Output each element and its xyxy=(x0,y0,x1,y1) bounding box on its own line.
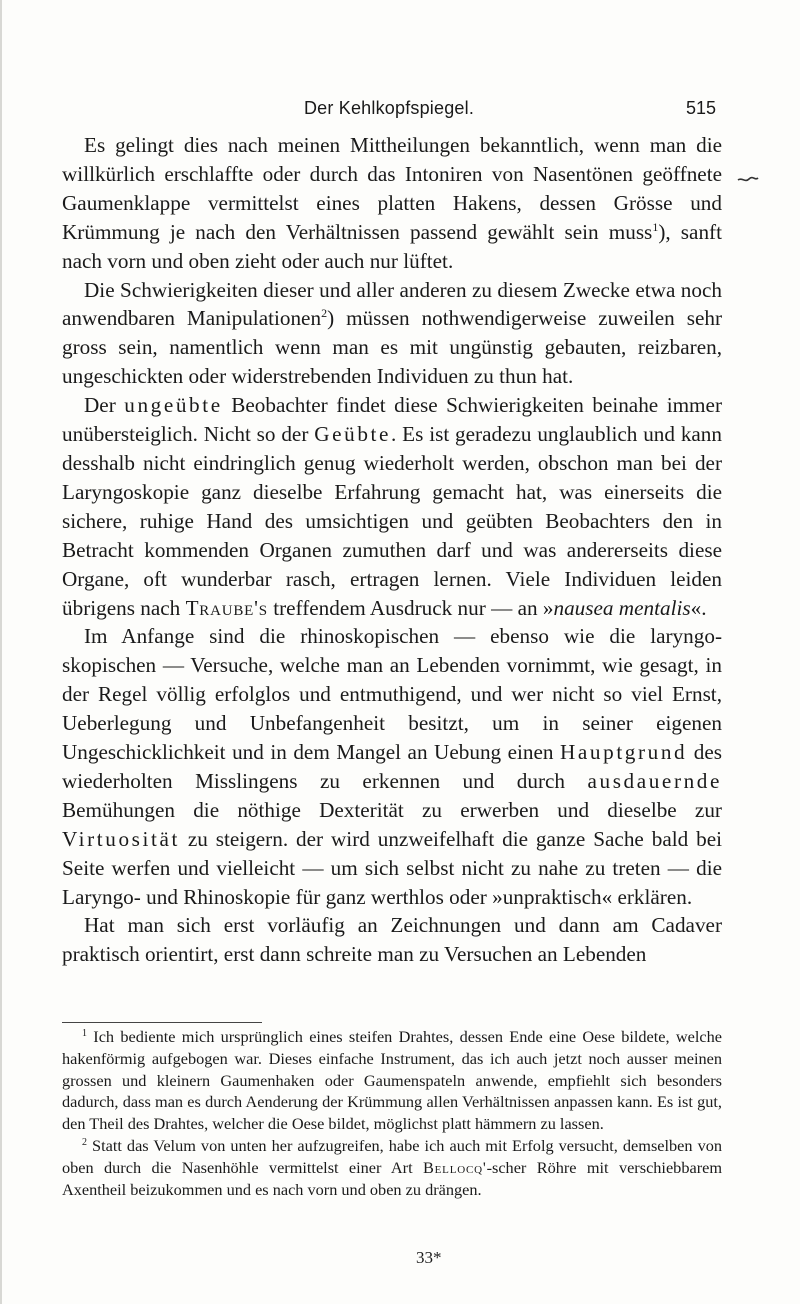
footnote-rule xyxy=(62,1022,262,1023)
author-bellocq: Bellocq' xyxy=(423,1157,487,1177)
author-traube: Traube's xyxy=(185,595,268,620)
emphasis-hauptgrund: Hauptgrund xyxy=(560,740,688,765)
footnote-ref-2[interactable]: 2 xyxy=(321,306,328,321)
body-text xyxy=(62,131,722,969)
footnote-mark-2: 2 xyxy=(82,1136,87,1148)
footnote-mark-1: 1 xyxy=(82,1028,87,1039)
emphasis-geuebte: Geübte xyxy=(314,422,392,447)
emphasis-ungeuebte: ungeübte xyxy=(124,393,223,418)
emphasis-virtuositaet: Virtuosität xyxy=(62,826,180,851)
page-edge xyxy=(0,0,2,1304)
paragraph-2: Die Schwierigkeiten dieser und aller anderen zu diesem Zwecke etwa noch anwendbaren Manipulationen$^2$) müssen nothwendigerweise zuweilen sehr gross sein, namentlich wenn man es mit ungünstig gebauten, reizbaren, ungeschickten oder widerstrebenden Individuen zu thun hat. xyxy=(62,277,722,389)
margin-pencil-mark-icon xyxy=(736,172,760,188)
emphasis-ausdauernde: ausdauernde xyxy=(587,768,722,793)
term-nausea-mentalis: nausea mentalis xyxy=(553,595,691,620)
paragraph-5: Hat man sich erst vorläufig an Zeichnungen und dann am Cadaver praktisch orientirt, erst dann schreite man zu Versuchen an Lebenden xyxy=(62,913,722,967)
footnote-2: $^2$ Statt das Velum von unten her aufzugreifen, habe ich auch mit Erfolg versucht, demselben von oben durch die Nasenhöhle vermittelst einer Art Bellocq'-scher Röhre mit verschiebbarem Axentheil beizukommen und es nach vorn und oben zu drängen. xyxy=(62,1135,723,1199)
page-number: 515 xyxy=(685,98,716,118)
paragraph-4: Im Anfange sind die rhinoskopischen — ebenso wie die laryngoskopischen — Versuche, welche man an Lebenden vornimmt, wie gesagt, in der Regel völlig erfolglos und entmuthigend, und wer nicht so viel Ernst, Ueberlegung und Unbefangenheit besitzt, um in seiner eigenen Ungeschicklichkeit und in dem Mangel an Uebung einen Hauptgrund des wiederholten Misslingens zu erkennen und durch ausdauernde Bemühungen die nöthige Dexterität zu erwerben und dieselbe zur Virtuosität zu steigern. der wird unzweifelhaft die ganze Sache bald bei Seite werfen und vielleicht — um sich selbst nicht zu nahe zu treten — die Laryngo- und Rhinoskopie für ganz werthlos oder »unpraktisch« erklären. xyxy=(62,624,722,909)
paragraph-1: Es gelingt dies nach meinen Mittheilungen bekanntlich, wenn man die willkürlich erschlaffte oder durch das Intoniren von Nasentönen geöffnete Gaumenklappe vermittelst eines platten Hakens, dessen Grösse und Krümmung je nach den Verhältnissen passend gewählt sein muss$^1$), sanft nach vorn und oben zieht oder auch nur lüftet. xyxy=(62,133,722,273)
printer-signature: 33* xyxy=(416,1248,442,1267)
footnote-1: $^1$ Ich bediente mich ursprünglich eines steifen Drahtes, dessen Ende eine Oese bildete, welche hakenförmig aufgebogen war. Dieses einfache Instrument, das ich auch jetzt noch ausser meinen grossen und kleinern Gaumenhaken oder Gaumenspateln anwende, empfiehlt sich besonders dadurch, dass man es durch Aenderung der Krümmung allen Verhältnissen anpassen kann. Es ist gut, den Theil des Drahtes, welcher die Oese bildet, möglichst platt hämmern zu lassen. xyxy=(62,1027,722,1134)
paragraph-3: Der ungeübte Beobachter findet diese Schwierigkeiten beinahe immer unübersteiglich. Nicht so der Geübte. Es ist geradezu unglaublich und kann desshalb nicht eindringlich genug wiederholt werden, obschon man bei der Laryngoskopie ganz dieselbe Erfahrung gemacht hat, was einerseits die sichere, ruhige Hand des umsichtigen und geübten Beobachters den in Betracht kommenden Organen zumuthen darf und was andererseits diese Organe, oft wunderbar rasch, ertragen lernen. Viele Individuen leiden übrigens nach Traube's treffendem Ausdruck nur — an »nausea mentalis«. xyxy=(62,393,722,620)
running-title: Der Kehlkopfspiegel. xyxy=(303,98,475,118)
footnote-ref-1[interactable]: 1 xyxy=(652,219,659,234)
running-head xyxy=(62,98,716,126)
footnotes xyxy=(62,1026,722,1200)
